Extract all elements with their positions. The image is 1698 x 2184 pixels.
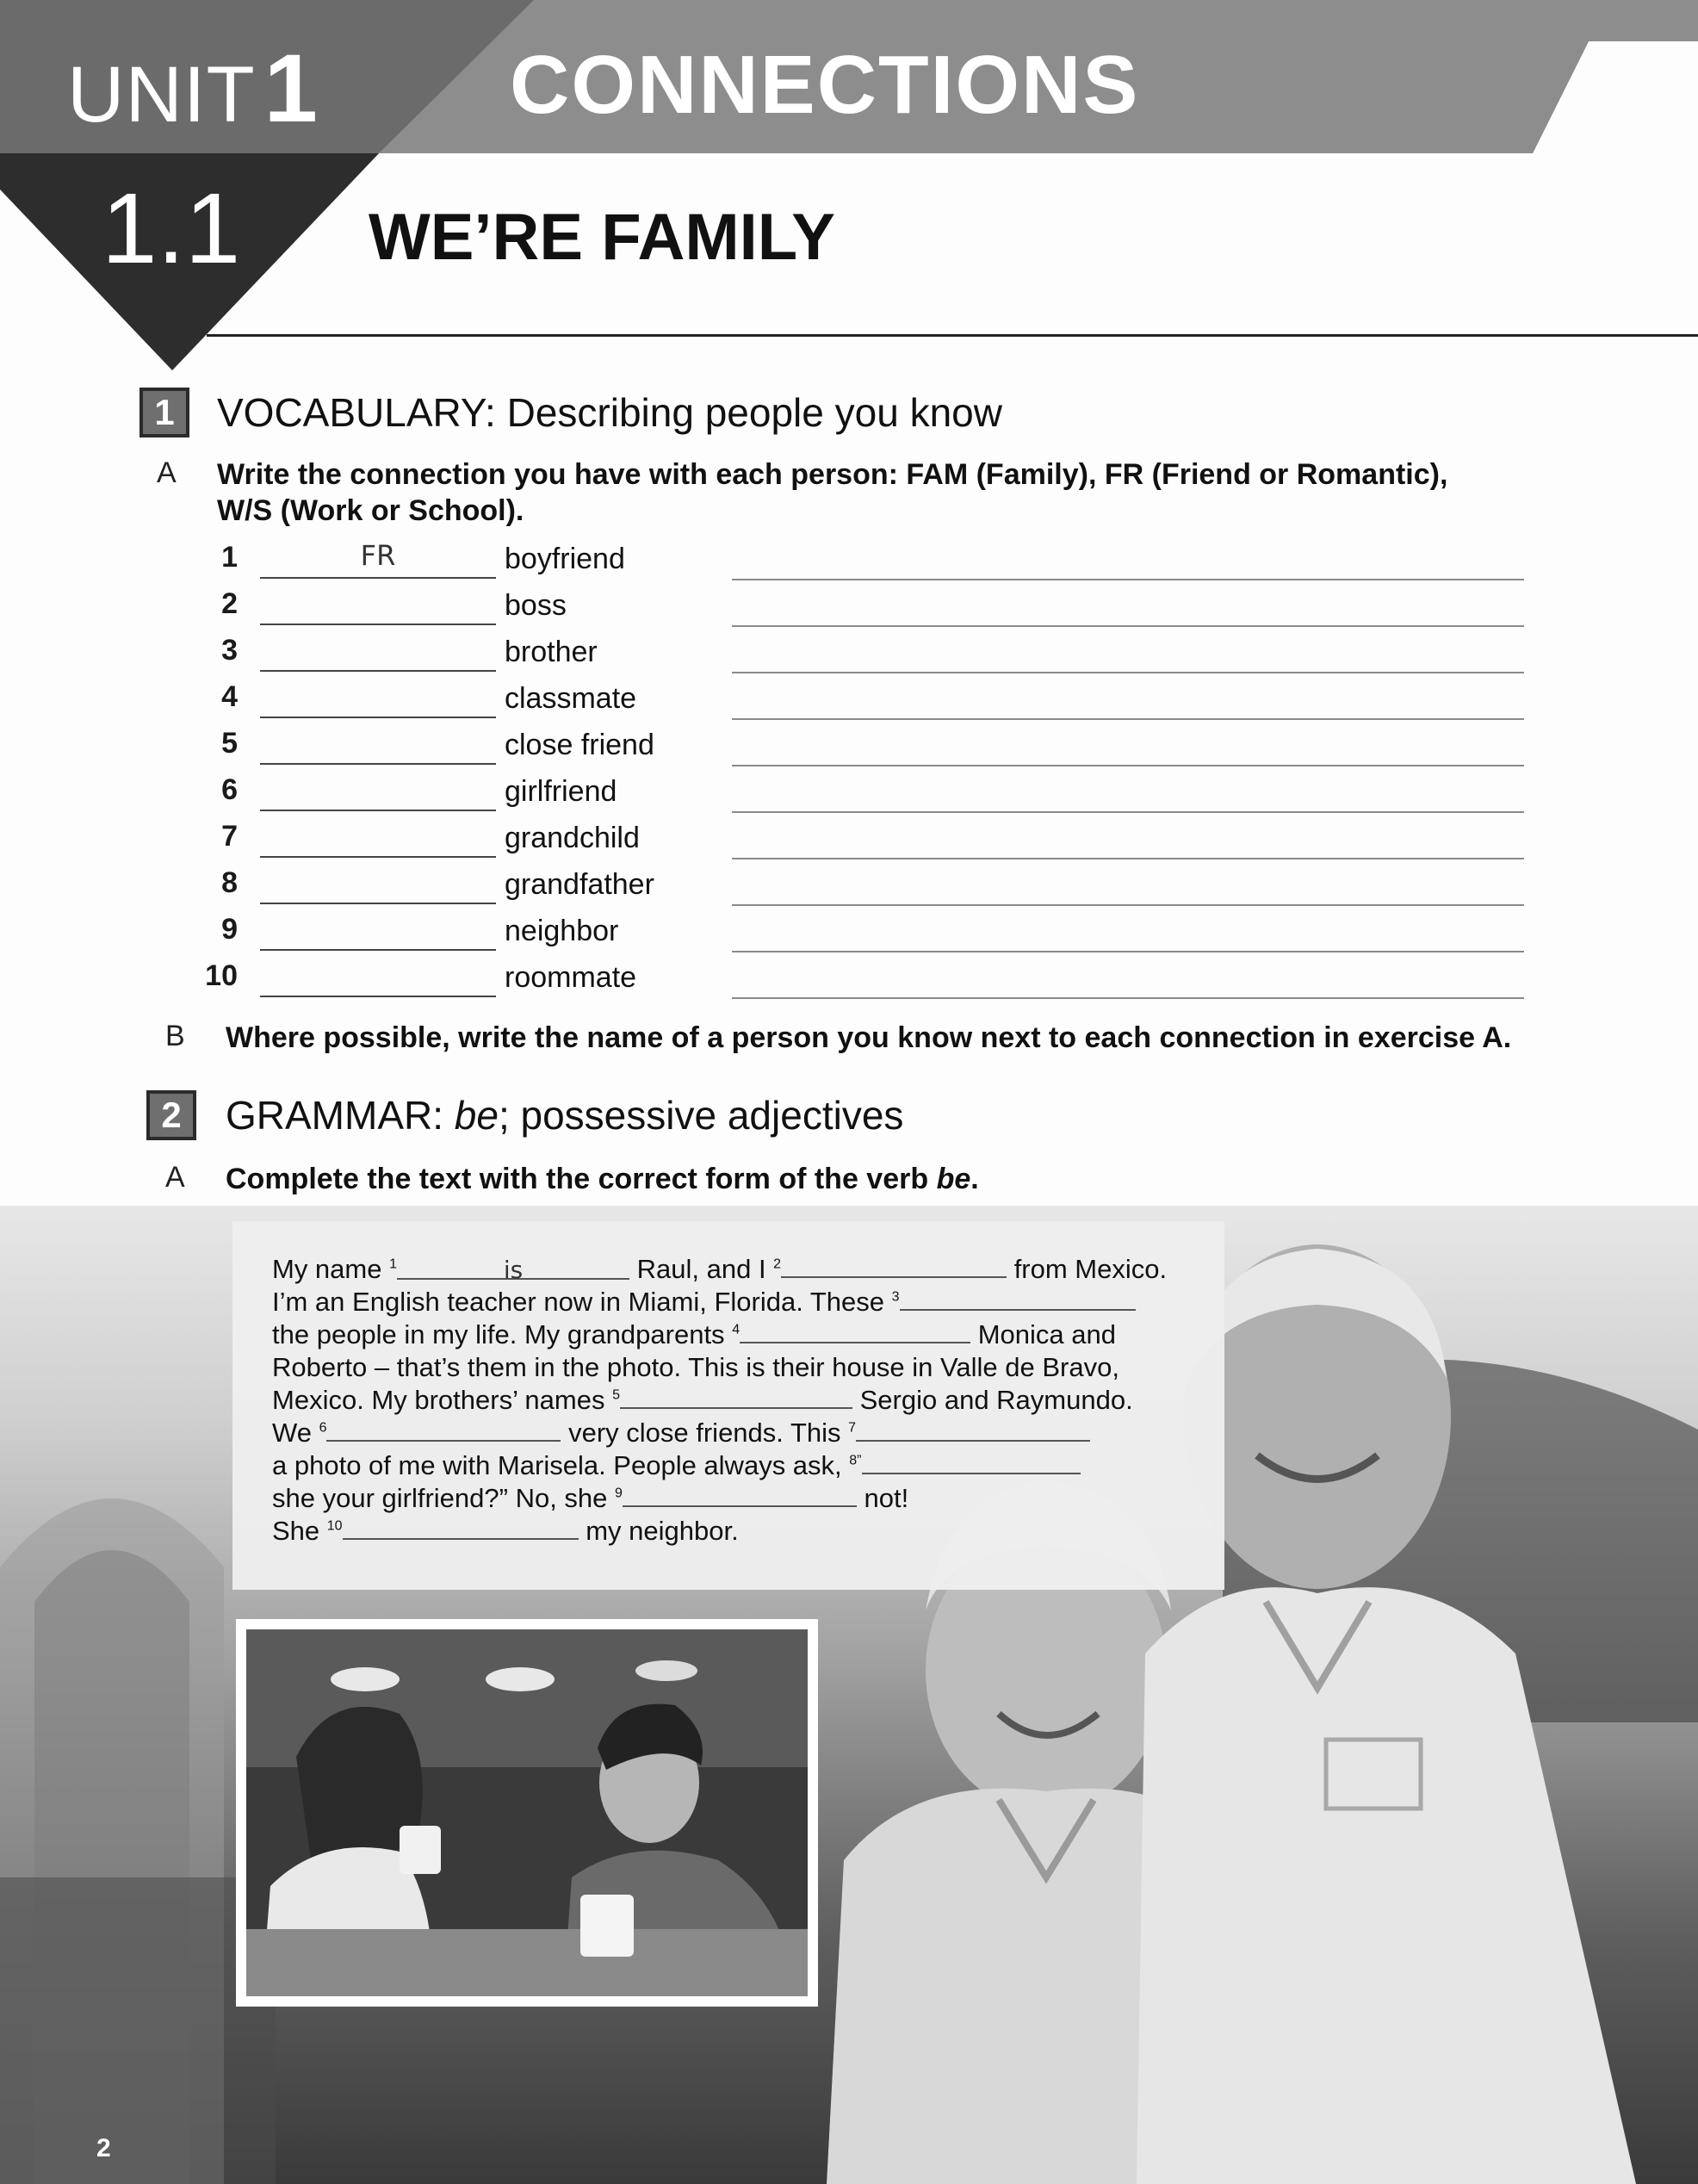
gap-8[interactable]	[862, 1450, 1081, 1474]
text-segment: my neighbor.	[578, 1516, 739, 1546]
unit-number: 1	[263, 34, 319, 142]
gap-10[interactable]	[343, 1516, 579, 1540]
vocab-number: 10	[205, 959, 238, 992]
gap-number: 7	[848, 1420, 857, 1436]
vocab-number: 7	[221, 820, 238, 853]
text-line-4	[272, 1352, 1119, 1383]
text-line-5	[272, 1385, 1133, 1416]
unit-title: CONNECTIONS	[510, 39, 1140, 131]
exercise-1a-instruction	[217, 456, 1447, 529]
text-line-1	[272, 1254, 1167, 1285]
page-number: 2	[96, 2134, 111, 2162]
vocab-answer-blank[interactable]	[260, 763, 496, 765]
vocab-row	[0, 541, 1698, 587]
text-line-3	[272, 1319, 1116, 1350]
vocab-number: 1	[221, 541, 238, 574]
vocab-name-line[interactable]	[732, 765, 1524, 766]
gap-number: 5	[612, 1387, 620, 1403]
vocab-number: 6	[221, 773, 238, 806]
vocab-word: roommate	[505, 961, 637, 994]
vocab-row	[0, 866, 1698, 913]
exercise-1b-instruction: Where possible, write the name of a person you know next to each connection in exercise A.	[226, 1021, 1512, 1054]
text-segment: Roberto – that’s them in the photo. This is their house in Valle de Bravo,	[272, 1352, 1119, 1382]
text-line-2	[272, 1287, 1136, 1318]
vocab-answer: FR	[360, 539, 396, 572]
text-line-6	[272, 1418, 1090, 1449]
exercise-2a-instruction-suffix: .	[970, 1163, 979, 1195]
vocab-number: 2	[221, 587, 238, 620]
vocab-word: neighbor	[505, 915, 619, 947]
vocab-answer-blank[interactable]	[260, 810, 496, 811]
text-segment: Monica and	[970, 1319, 1116, 1349]
vocab-number: 9	[221, 913, 238, 946]
exercise-1a-instruction-line1: Write the connection you have with each person: FAM (Family), FR (Friend or Romantic),	[217, 458, 1448, 491]
gap-number: 9	[615, 1486, 623, 1501]
vocab-name-line[interactable]	[732, 718, 1524, 720]
text-segment: very close friends. This	[561, 1418, 849, 1448]
section-2-badge: 2	[146, 1090, 196, 1140]
vocab-name-line[interactable]	[732, 625, 1524, 627]
text-segment: she your girlfriend?” No, she	[272, 1483, 616, 1513]
text-segment: I’m an English teacher now in Miami, Florida. These	[272, 1287, 892, 1317]
text-segment: Sergio and Raymundo.	[852, 1385, 1133, 1415]
lesson-title: WE’RE FAMILY	[369, 201, 835, 274]
gap-number: 2	[773, 1256, 782, 1272]
gap-number: 3	[891, 1289, 900, 1305]
vocab-answer-blank[interactable]	[260, 996, 496, 997]
gap-number: 1	[389, 1256, 398, 1272]
vocab-row	[0, 820, 1698, 866]
text-segment: a photo of me with Marisela. People always ask,	[272, 1450, 850, 1480]
text-line-9	[272, 1516, 739, 1547]
gap-7[interactable]	[856, 1418, 1090, 1442]
vocab-word: close friend	[505, 729, 654, 761]
gap-6[interactable]	[326, 1418, 561, 1442]
vocab-word: grandfather	[505, 868, 654, 901]
exercise-1b-letter: B	[165, 1020, 185, 1052]
text-segment: She	[272, 1516, 327, 1546]
section-1-badge: 1	[139, 388, 189, 437]
exercise-2a-instruction	[226, 1161, 979, 1197]
text-line-7	[272, 1450, 1081, 1481]
gap-number: 8”	[849, 1453, 862, 1468]
section-2-title	[226, 1092, 903, 1139]
vocab-row	[0, 587, 1698, 634]
text-segment: Raul, and I	[629, 1254, 774, 1284]
vocab-row	[0, 727, 1698, 773]
section-2-title-prefix: GRAMMAR:	[226, 1093, 455, 1138]
lesson-number: 1.1	[102, 172, 241, 284]
text-segment: from Mexico.	[1007, 1254, 1168, 1284]
gap-2[interactable]	[781, 1254, 1007, 1278]
vocab-answer-blank[interactable]	[260, 577, 496, 579]
gap-4[interactable]	[740, 1319, 970, 1343]
vocab-name-line[interactable]	[732, 951, 1524, 952]
vocab-name-line[interactable]	[732, 811, 1524, 813]
gap-3[interactable]	[900, 1287, 1136, 1311]
text-segment: My name	[272, 1254, 390, 1284]
vocab-number: 4	[221, 680, 238, 713]
unit-word: UNIT	[67, 51, 256, 139]
vocab-row	[0, 773, 1698, 820]
vocab-word: brother	[505, 636, 598, 668]
vocab-row	[0, 634, 1698, 680]
vocab-word: boss	[505, 589, 567, 622]
unit-label	[67, 33, 319, 144]
text-segment: We	[272, 1418, 319, 1448]
vocab-row	[0, 959, 1698, 1006]
vocab-row	[0, 680, 1698, 727]
exercise-2a-letter: A	[165, 1161, 185, 1194]
vocab-answer-blank[interactable]	[260, 856, 496, 858]
vocab-answer-blank[interactable]	[260, 624, 496, 625]
exercise-1a-letter: A	[157, 456, 177, 489]
exercise-1a-instruction-line2: W/S (Work or School).	[217, 494, 524, 527]
vocab-word: girlfriend	[505, 775, 617, 808]
vocab-answer-blank[interactable]	[260, 903, 496, 904]
gap-9[interactable]	[623, 1483, 857, 1507]
vocab-name-line[interactable]	[732, 672, 1524, 673]
text-segment: Mexico. My brothers’ names	[272, 1385, 613, 1415]
section-2-title-keyword: be	[454, 1093, 499, 1138]
gap-number: 6	[319, 1420, 327, 1436]
exercise-2a-instruction-keyword: be	[936, 1163, 971, 1195]
section-2-title-suffix: ; possessive adjectives	[498, 1093, 904, 1138]
gap-1[interactable]: is	[397, 1256, 629, 1280]
header-rule	[207, 334, 1698, 337]
exercise-2a-instruction-prefix: Complete the text with the correct form of the verb	[226, 1163, 937, 1195]
vocab-number: 5	[221, 727, 238, 760]
vocab-name-line[interactable]	[732, 858, 1524, 859]
vocab-word: boyfriend	[505, 543, 625, 575]
vocab-name-line[interactable]	[732, 997, 1524, 999]
vocab-word: grandchild	[505, 822, 640, 854]
gap-number: 10	[326, 1518, 343, 1534]
text-segment: not!	[856, 1483, 909, 1513]
vocab-number: 8	[221, 866, 238, 899]
vocab-word: classmate	[505, 682, 637, 715]
vocab-answer-blank[interactable]	[260, 717, 496, 718]
vocab-row	[0, 913, 1698, 959]
vocab-answer-blank[interactable]	[260, 670, 496, 672]
text-segment: the people in my life. My grandparents	[272, 1319, 733, 1349]
couple-cafe-photo	[236, 1619, 818, 2007]
vocab-name-line[interactable]	[732, 904, 1524, 906]
text-line-8	[272, 1483, 908, 1514]
vocab-number: 3	[221, 634, 238, 667]
vocab-answer-blank[interactable]	[260, 949, 496, 951]
gap-number: 4	[732, 1322, 741, 1337]
gap-5[interactable]	[620, 1385, 852, 1409]
vocab-name-line[interactable]	[732, 579, 1524, 580]
section-1-title: VOCABULARY: Describing people you know	[217, 390, 1002, 435]
